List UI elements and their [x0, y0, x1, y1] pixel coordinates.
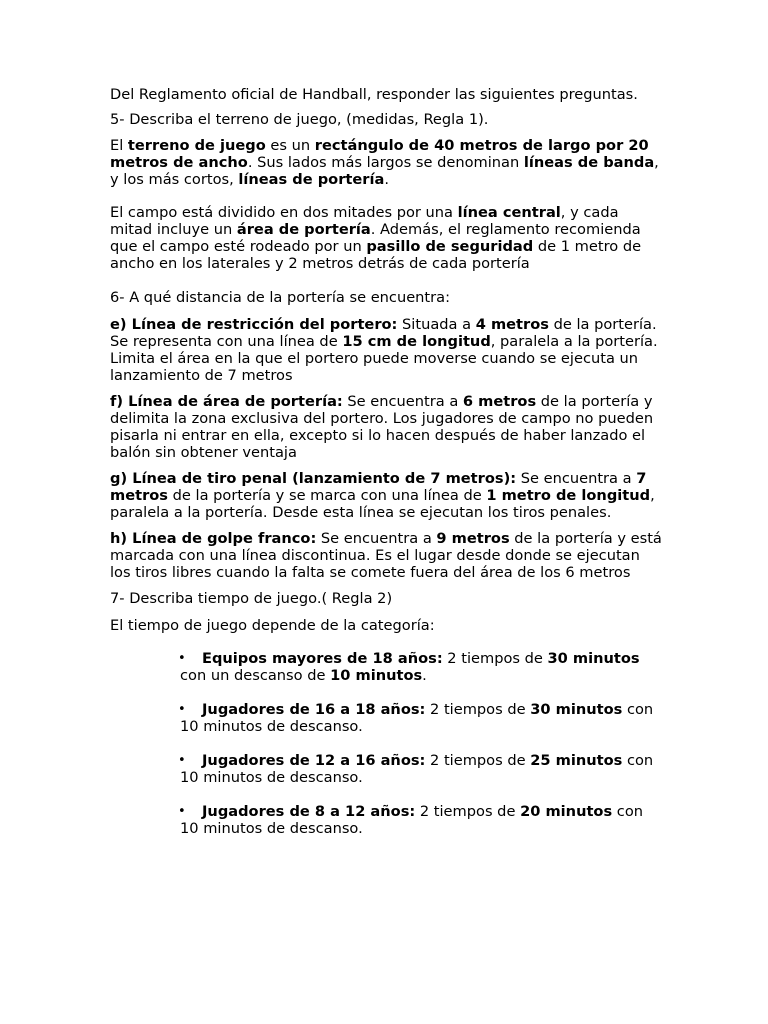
bold-run: 20 minutos — [520, 803, 613, 820]
bold-run: 30 minutos — [530, 701, 623, 718]
text-run: Situada a — [397, 316, 476, 333]
intro-text: Del Reglamento oficial de Handball, responder las siguientes preguntas. — [110, 86, 638, 103]
text-run: Se encuentra a — [342, 393, 463, 410]
text-run: El — [110, 137, 128, 154]
bold-run: terreno de juego — [127, 137, 266, 154]
text-run: con 10 minutos de descanso. — [180, 752, 654, 786]
text-run: Se encuentra a — [516, 470, 637, 487]
answer-5-paragraph-1 — [110, 137, 662, 188]
text-run: de la portería. Se representa con una línea de — [110, 316, 657, 350]
bullet-icon: • — [178, 753, 186, 768]
list-item — [110, 701, 662, 735]
text-run: 2 tiempos de — [425, 701, 531, 718]
bold-run: línea central — [457, 204, 561, 221]
bold-run: Jugadores de 12 a 16 años: — [202, 752, 426, 769]
document-page — [110, 86, 662, 837]
bold-run: 6 metros — [462, 393, 537, 410]
list-item — [110, 650, 662, 684]
bold-run: 1 metro de longitud — [486, 487, 651, 504]
item-label: e) Línea de restricción del portero: — [110, 316, 398, 333]
text-run: de la portería y delimita la zona exclusiva del portero. Los jugadores de campo no pueden pisarla ni entrar en ella, excepto si lo hacen después de haber lanzado el balón sin obtener ventaja — [110, 393, 654, 461]
text-run: 2 tiempos de — [425, 752, 531, 769]
text-run: con 10 minutos de descanso. — [180, 701, 654, 735]
answer-6-item-g — [110, 470, 662, 521]
bullet-icon: • — [178, 702, 186, 717]
answer-6-item-h — [110, 530, 662, 581]
text-run: de 1 metro de ancho en los laterales y 2 metros detrás de cada portería — [110, 238, 642, 272]
question-5: 5- Describa el terreno de juego, (medidas, Regla 1). — [110, 111, 489, 128]
question-6: 6- A qué distancia de la portería se encuentra: — [110, 289, 451, 306]
bold-run: área de portería — [236, 221, 371, 238]
bold-run: rectángulo de 40 metros de largo por 20 metros de ancho — [110, 137, 649, 171]
bold-run: Jugadores de 16 a 18 años: — [202, 701, 426, 718]
answer-6-item-f — [110, 393, 662, 461]
bold-run: Equipos mayores de 18 años: — [202, 650, 443, 667]
bullet-icon: • — [178, 651, 186, 666]
list-item-text — [180, 752, 662, 786]
answer-5-paragraph-2 — [110, 204, 662, 272]
text-run: 2 tiempos de — [442, 650, 548, 667]
bold-run: 25 minutos — [530, 752, 623, 769]
list-item-text — [180, 650, 662, 684]
answer-6-item-e — [110, 316, 662, 384]
text-run: , paralela a la portería. Limita el área en la que el portero puede moverse cuando se ejecuta un lanzamiento de 7 metros — [110, 333, 658, 384]
item-label: h) Línea de golpe franco: — [110, 530, 317, 547]
text-run: . — [422, 667, 427, 684]
text-run: , y cada mitad incluye un — [110, 204, 619, 238]
bold-run: pasillo de seguridad — [366, 238, 534, 255]
item-label: f) Línea de área de portería: — [110, 393, 343, 410]
text-run: es un — [265, 137, 315, 154]
text-run: El campo está dividido en dos mitades por una — [110, 204, 458, 221]
text-run: . — [384, 171, 389, 188]
bold-run: 10 minutos — [330, 667, 423, 684]
question-7: 7- Describa tiempo de juego.( Regla 2) — [110, 590, 393, 607]
bold-run: 4 metros — [475, 316, 549, 333]
text-run: con 10 minutos de descanso. — [180, 803, 643, 837]
bold-run: Jugadores de 8 a 12 años: — [202, 803, 416, 820]
text-run: con un descanso de — [180, 667, 331, 684]
bullet-icon: • — [178, 804, 186, 819]
bold-run: 9 metros — [436, 530, 510, 547]
answer-7-intro: El tiempo de juego depende de la categoría: — [110, 617, 435, 634]
text-run: , y los más cortos, — [110, 154, 659, 188]
item-label: g) Línea de tiro penal (lanzamiento de 7 metros): — [110, 470, 517, 487]
text-run: . Además, el reglamento recomienda que el campo esté rodeado por un — [110, 221, 641, 255]
list-item-text — [180, 803, 662, 837]
text-run: 2 tiempos de — [415, 803, 521, 820]
text-run: de la portería y está marcada con una línea discontinua. Es el lugar desde donde se ejecutan los tiros libres cuando la falta se comete fuera del área de los 6 metros — [110, 530, 662, 581]
list-item-text — [180, 701, 662, 735]
bold-run: líneas de portería — [238, 171, 385, 188]
category-list — [110, 650, 662, 837]
text-run: . Sus lados más largos se denominan — [247, 154, 524, 171]
text-run: Se encuentra a — [316, 530, 437, 547]
list-item — [110, 752, 662, 786]
bold-run: líneas de banda — [523, 154, 655, 171]
bold-run: 15 cm de longitud — [342, 333, 491, 350]
list-item — [110, 803, 662, 837]
text-run: de la portería y se marca con una línea de — [168, 487, 487, 504]
text-run: , paralela a la portería. Desde esta línea se ejecutan los tiros penales. — [110, 487, 655, 521]
bold-run: 30 minutos — [547, 650, 640, 667]
bold-run: 7 metros — [110, 470, 647, 504]
